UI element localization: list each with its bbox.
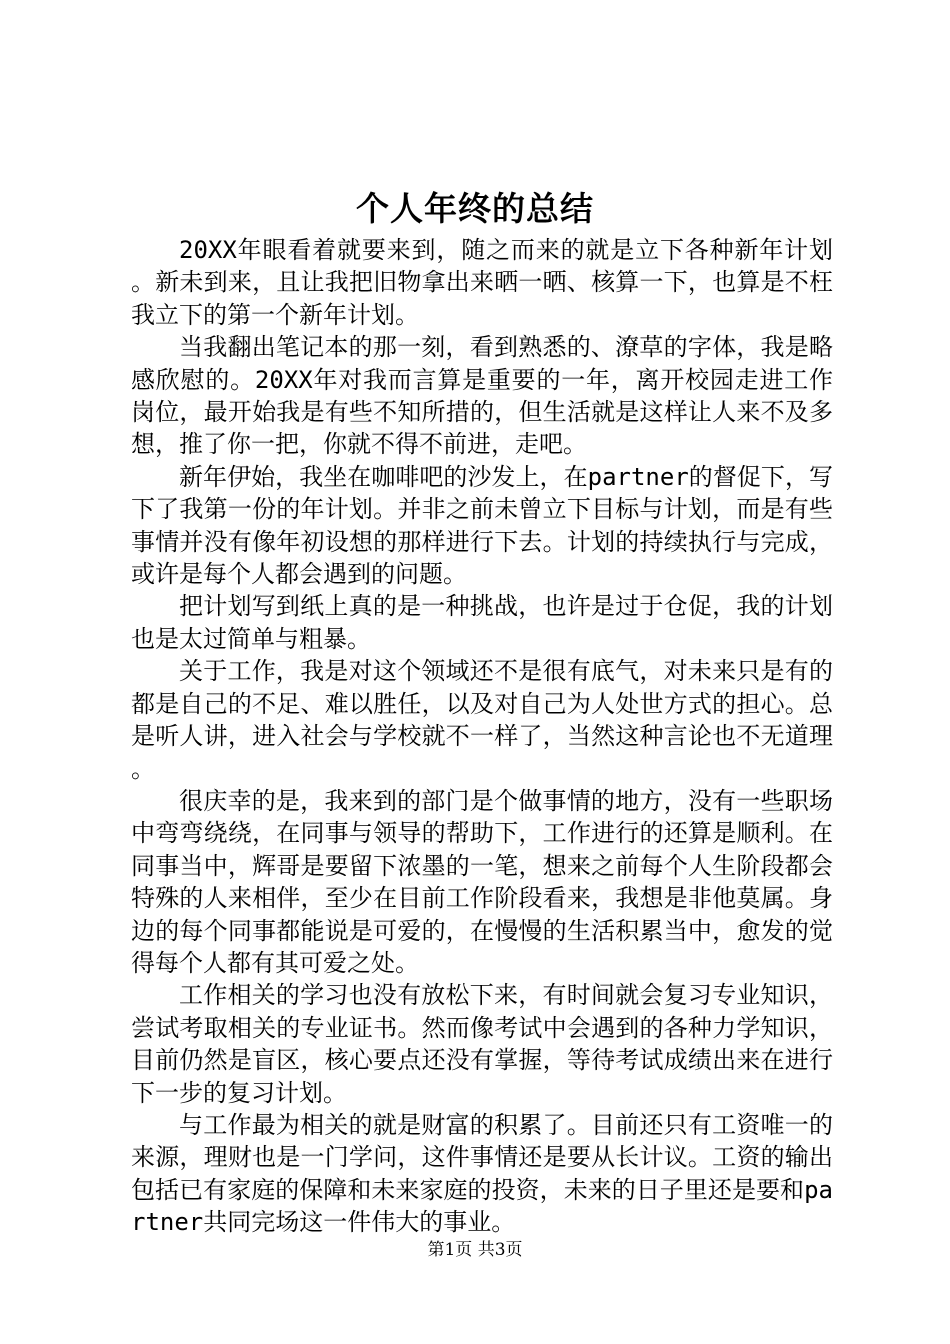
paragraph: 关于工作，我是对这个领域还不是很有底气，对未来只是有的都是自己的不足、难以胜任，以及对自己为人处世方式的担心。总是听人讲，进入社会与学校就不一样了，当然这种言论也不无道理。 (131, 657, 833, 783)
paragraph: 与工作最为相关的就是财富的积累了。目前还只有工资唯一的来源，理财也是一门学问，这件事情还是要从长计议。工资的输出包括已有家庭的保障和未来家庭的投资，未来的日子里还是要和partner共同完场这一件伟大的事业。 (131, 1110, 833, 1237)
page-footer: 第1页 共3页 (427, 1240, 523, 1260)
document-title: 个人年终的总结 (356, 189, 594, 228)
paragraph: 工作相关的学习也没有放松下来，有时间就会复习专业知识，尝试考取相关的专业证书。然而像考试中会遇到的各种力学知识，目前仍然是盲区，核心要点还没有掌握，等待考试成绩出来在进行下一步的复习计划。 (131, 981, 833, 1107)
paragraph: 新年伊始，我坐在咖啡吧的沙发上，在partner的督促下，写下了我第一份的年计划。并非之前未曾立下目标与计划，而是有些事情并没有像年初设想的那样进行下去。计划的持续执行与完成，或许是每个人都会遇到的问题。 (131, 462, 833, 589)
paragraph: 把计划写到纸上真的是一种挑战，也许是过于仓促，我的计划也是太过简单与粗暴。 (131, 592, 833, 653)
paragraph: 20XX年眼看着就要来到，随之而来的就是立下各种新年计划。新未到来，且让我把旧物拿出来晒一晒、核算一下，也算是不枉我立下的第一个新年计划。 (131, 236, 833, 329)
paragraph: 很庆幸的是，我来到的部门是个做事情的地方，没有一些职场中弯弯绕绕，在同事与领导的帮助下，工作进行的还算是顺利。在同事当中，辉哥是要留下浓墨的一笔，想来之前每个人生阶段都会特殊的人来相伴，至少在目前工作阶段看来，我想是非他莫属。身边的每个同事都能说是可爱的，在慢慢的生活积累当中，愈发的觉得每个人都有其可爱之处。 (131, 786, 833, 977)
document-body (131, 234, 833, 1239)
paragraph: 当我翻出笔记本的那一刻，看到熟悉的、潦草的字体，我是略感欣慰的。20XX年对我而言算是重要的一年，离开校园走进工作岗位，最开始我是有些不知所措的，但生活就是这样让人来不及多想，推了你一把，你就不得不前进，走吧。 (131, 333, 833, 459)
